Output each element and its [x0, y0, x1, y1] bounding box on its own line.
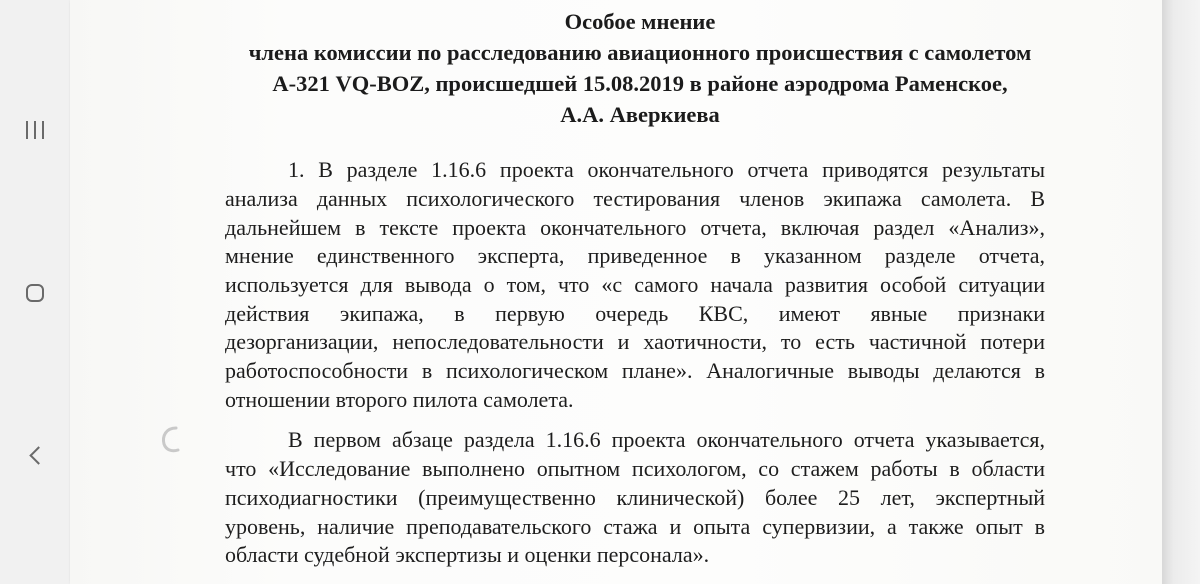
paragraph-line: что «Исследование выполнено опытном психологом, со стажем работы в области: [225, 456, 1045, 481]
home-button[interactable]: [0, 258, 70, 328]
android-navigation-bar: [0, 0, 70, 584]
paragraph-line: 1. В разделе 1.16.6 проекта окончательного отчета приводятся результаты: [288, 157, 1045, 182]
home-icon: [26, 284, 44, 302]
recent-apps-button[interactable]: [0, 95, 70, 165]
paragraph-line: анализа данных психологического тестирования членов экипажа самолета. В: [225, 186, 1045, 211]
screen-edge-strip: [1162, 0, 1200, 584]
paragraph-line: действия экипажа, в первую очередь КВС, имеют явные признаки: [225, 301, 1045, 326]
paragraph-line: дальнейшем в тексте проекта окончательного отчета, включая раздел «Анализ»,: [225, 215, 1045, 240]
back-button[interactable]: [0, 420, 70, 490]
document-page[interactable]: [70, 0, 1162, 584]
paragraph-line: психодиагностики (преимущественно клинической) более 25 лет, экспертный: [225, 485, 1045, 510]
scan-artifact-mark: [158, 424, 184, 454]
heading-title: Особое мнение: [564, 9, 716, 34]
heading-line: А-321 VQ-BOZ, происшедшей 15.08.2019 в районе аэродрома Раменское,: [272, 71, 1008, 96]
recent-apps-icon: [26, 121, 44, 139]
paragraph-line: отношении второго пилота самолета.: [225, 387, 574, 412]
paragraph-line: уровень, наличие преподавательского стажа и опыта супервизии, а также опыт в: [225, 514, 1045, 539]
paragraph-line: В первом абзаце раздела 1.16.6 проекта окончательного отчета указывается,: [288, 427, 1045, 452]
paragraph-line: мнение единственного эксперта, приведенное в указанном разделе отчета,: [225, 243, 1045, 268]
heading-line: члена комиссии по расследованию авиационного происшествия с самолетом: [248, 40, 1032, 65]
paragraph-line: области судебной экспертизы и оценки персонала».: [225, 542, 710, 567]
paragraph-line: используется для вывода о том, что «с самого начала развития особой ситуации: [225, 272, 1045, 297]
back-icon: [29, 446, 47, 464]
paragraph-line: дезорганизации, непоследовательности и хаотичности, то есть частичной потери: [225, 329, 1045, 354]
paragraph-line: работоспособности в психологическом плане». Аналогичные выводы делаются в: [225, 358, 1045, 383]
heading-author: А.А. Аверкиева: [560, 102, 720, 127]
